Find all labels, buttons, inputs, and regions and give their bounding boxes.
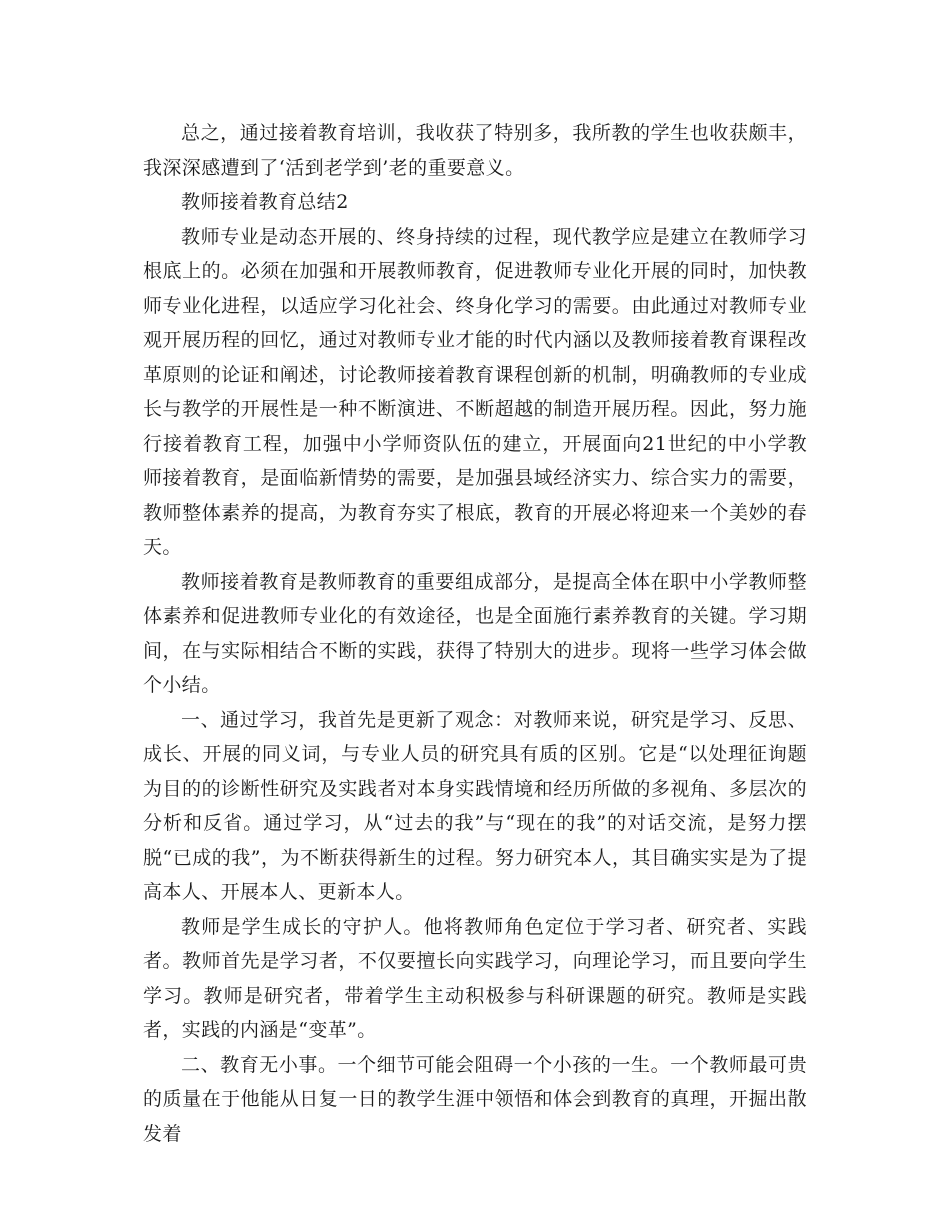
section-heading: 教师接着教育总结2 [181,191,349,213]
paragraph-point-two: 二、教育无小事。一个细节可能会阻碍一个小孩的一生。一个教师最可贵的质量在于他能从日复一日的教学生涯中领悟和体会到教育的真理，开掘出散发着 [143,1053,807,1145]
paragraph-professional-development: 教师专业是动态开展的、终身持续的过程，现代教学应是建立在教师学习根底上的。必须在加强和开展教师教育，促进教师专业化开展的同时，加快教师专业化进程，以适应学习化社会、终身化学习的需要。由此通过对教师专业观开展历程的回忆，通过对教师专业才能的时代内涵以及教师接着教育课程改革原则的论证和阐述，讨论教师接着教育课程创新的机制，明确教师的专业成长与教学的开展性是一种不断演进、不断超越的制造开展历程。因此，努力施行接着教育工程，加强中小学师资队伍的建立，开展面向21世纪的中小学教师接着教育，是面临新情势的需要，是加强县域经济实力、综合实力的需要，教师整体素养的提高，为教育夯实了根底，教育的开展必将迎来一个美妙的春天。 [143,225,807,558]
document-body [143,116,807,1151]
paragraph-summary: 总之，通过接着教育培训，我收获了特别多，我所教的学生也收获颇丰，我深深感遭到了‘活到老学到’老的重要意义。 [143,122,807,179]
paragraph-point-one: 一、通过学习，我首先是更新了观念：对教师来说，研究是学习、反思、成长、开展的同义词，与专业人员的研究具有质的区别。它是“以处理征询题为目的的诊断性研究及实践者对本身实践情境和经历所做的多视角、多层次的分析和反省。通过学习，从“过去的我”与“现在的我”的对话交流，是努力摆脱“已成的我”，为不断获得新生的过程。努力研究本人，其目确实实是为了提高本人、开展本人、更新本人。 [143,708,807,903]
paragraph-continuing-education: 教师接着教育是教师教育的重要组成部分，是提高全体在职中小学教师整体素养和促进教师专业化的有效途径，也是全面施行素养教育的关键。学习期间，在与实际相结合不断的实践，获得了特别大的进步。现将一些学习体会做个小结。 [143,570,807,696]
paragraph-teacher-roles: 教师是学生成长的守护人。他将教师角色定位于学习者、研究者、实践者。教师首先是学习者，不仅要擅长向实践学习，向理论学习，而且要向学生学习。教师是研究者，带着学生主动积极参与科研课题的研究。教师是实践者，实践的内涵是“变革”。 [143,915,807,1041]
